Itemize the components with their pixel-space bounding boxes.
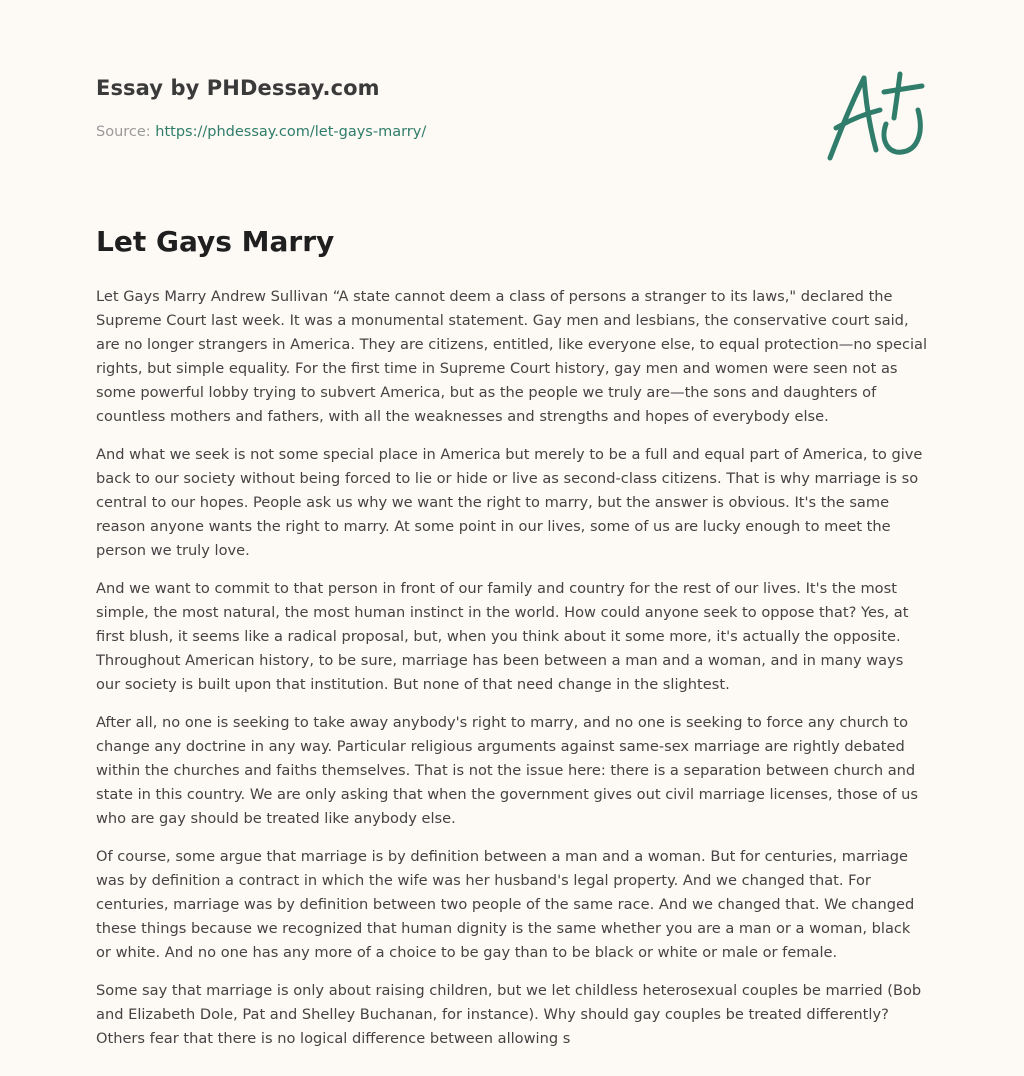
article-paragraph: Of course, some argue that marriage is by definition between a man and a woman. But for centuries, marriage was by definition a contract in which the wife was her husband's legal property. And we changed that. For centuries, marriage was by definition between two people of the same race. And we changed that. We changed these things because we recognized that human dignity is the same whether you are a man or a woman, black or white. And no one has any more of a choice to be gay than to be black or white or male or female. bbox=[96, 848, 915, 961]
source-label: Source: bbox=[96, 124, 151, 140]
source-line bbox=[96, 124, 426, 140]
a-plus-logo-icon bbox=[826, 70, 926, 164]
page-header bbox=[96, 0, 928, 200]
article-paragraph: Some say that marriage is only about raising children, but we let childless heterosexual couples be married (Bob and Elizabeth Dole, Pat and Shelley Buchanan, for instance). Why should gay couples be treated differently? Others fear that there is no logical difference between allowing s bbox=[96, 982, 922, 1047]
article-paragraph: After all, no one is seeking to take away anybody's right to marry, and no one is seeking to force any church to change any doctrine in any way. Particular religious arguments against same-sex marriage are rightly debated within the churches and faiths themselves. That is not the issue here: there is a separation between church and state in this country. We are only asking that when the government gives out civil marriage licenses, those of us who are gay should be treated like anybody else. bbox=[96, 714, 918, 827]
source-link[interactable]: https://phdessay.com/let-gays-marry/ bbox=[155, 124, 427, 140]
article-paragraph: Let Gays Marry Andrew Sullivan “A state cannot deem a class of persons a stranger to its laws," declared the Supreme Court last week. It was a monumental statement. Gay men and lesbians, the conservative court said, are no longer strangers in America. They are citizens, entitled, like everyone else, to equal protection—no special rights, but simple equality. For the first time in Supreme Court history, gay men and women were seen not as some powerful lobby trying to subvert America, but as the people we truly are—the sons and daughters of countless mothers and fathers, with all the weaknesses and strengths and hopes of everybody else. bbox=[96, 288, 928, 425]
article-paragraph: And we want to commit to that person in front of our family and country for the rest of our lives. It's the most simple, the most natural, the most human instinct in the world. How could anyone seek to oppose that? Yes, at first blush, it seems like a radical proposal, but, when you think about it some more, it's actually the opposite. Throughout American history, to be sure, marriage has been between a man and a woman, and in many ways our society is built upon that institution. But none of that need change in the slightest. bbox=[96, 580, 909, 693]
article-paragraph: And what we seek is not some special place in America but merely to be a full and equal part of America, to give back to our society without being forced to lie or hide or live as second-class citizens. That is why marriage is so central to our hopes. People ask us why we want the right to marry, but the answer is obvious. It's the same reason anyone wants the right to marry. At some point in our lives, some of us are lucky enough to meet the person we truly love. bbox=[96, 446, 923, 559]
article-title: Let Gays Marry bbox=[96, 225, 335, 258]
site-brand: Essay by PHDessay.com bbox=[96, 76, 380, 100]
article-body bbox=[96, 285, 928, 1065]
essay-page bbox=[96, 0, 928, 1047]
